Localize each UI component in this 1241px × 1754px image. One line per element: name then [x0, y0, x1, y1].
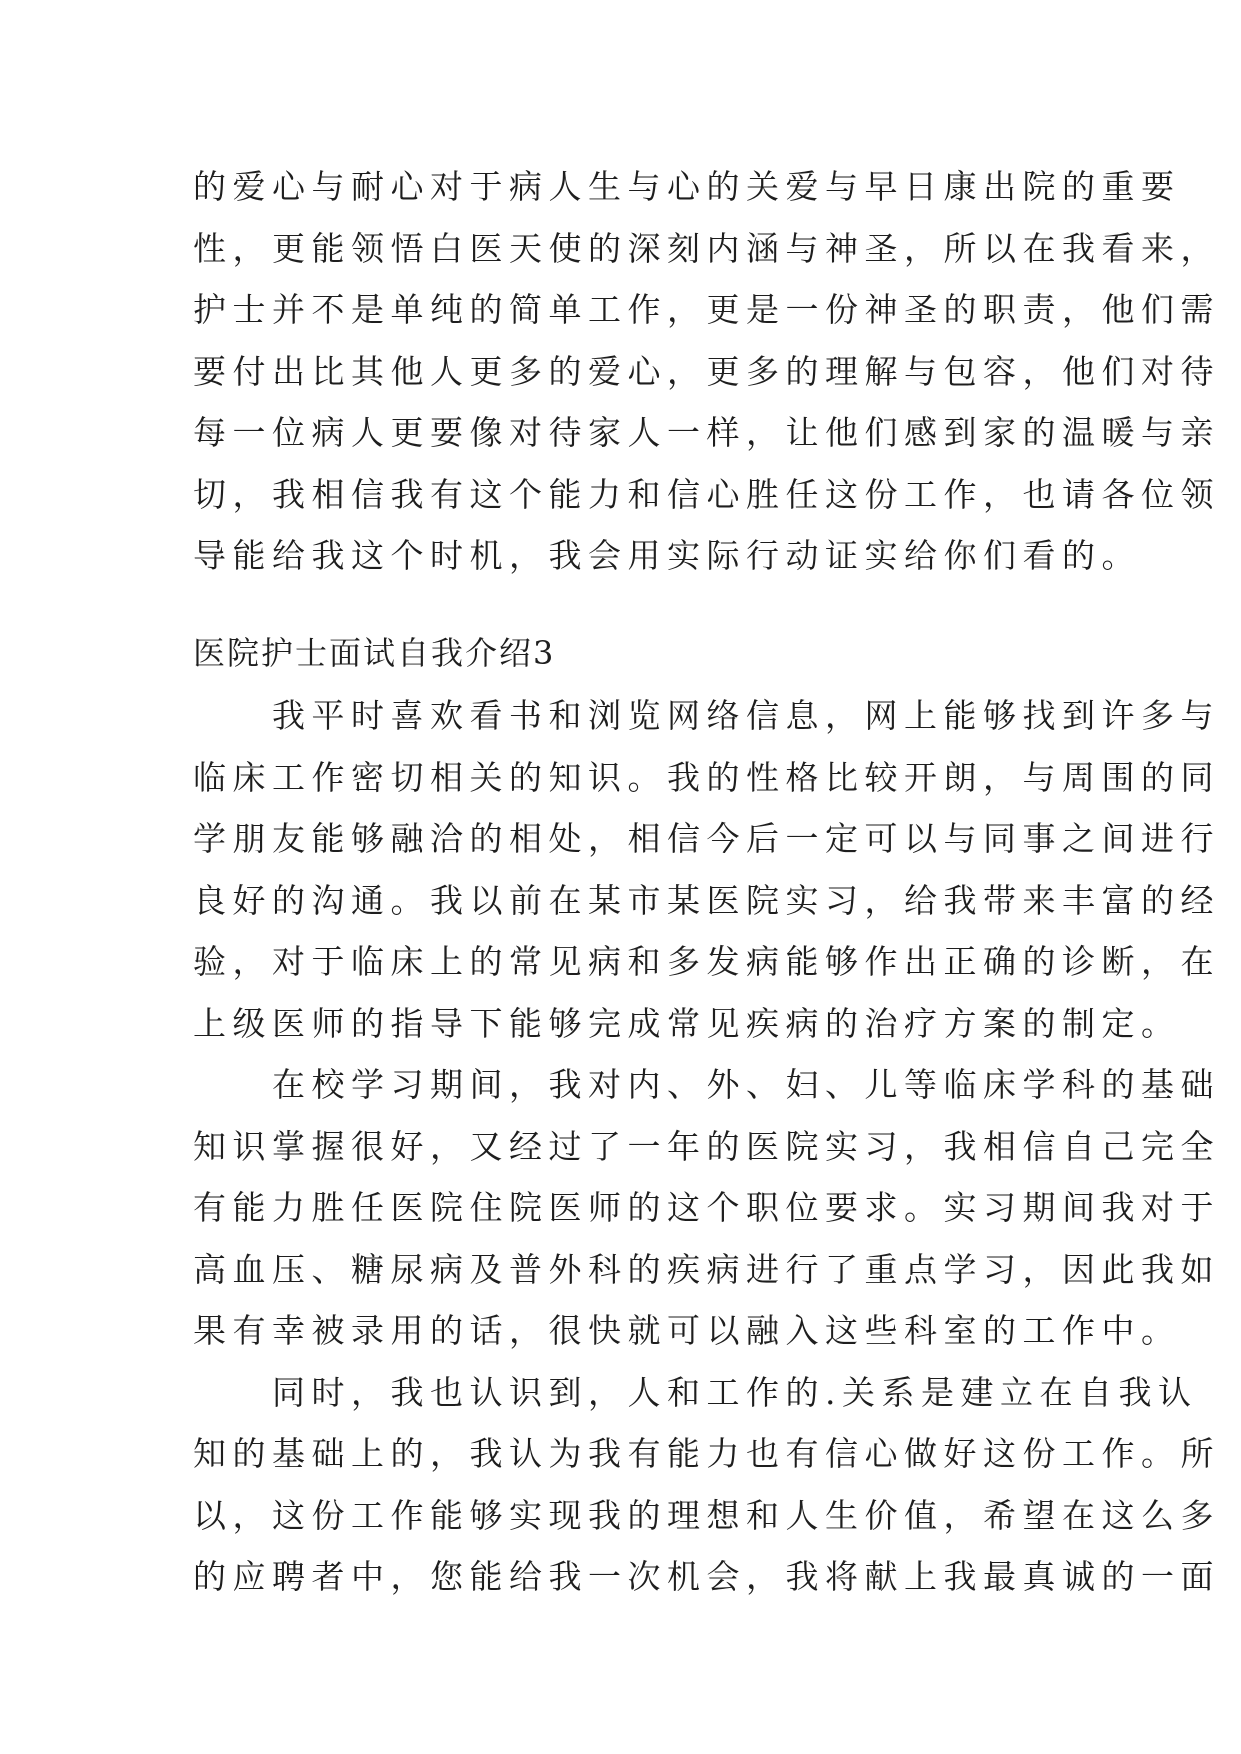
- paragraph-continuation: [193, 156, 1220, 587]
- text-line: 上级医师的指导下能够完成常见疾病的治疗方案的制定。: [193, 1003, 1181, 1043]
- text-line: 护士并不是单纯的简单工作，更是一份神圣的职责，他们需: [193, 290, 1220, 329]
- text-line: 验，对于临床上的常见病和多发病能够作出正确的诊断，在: [193, 942, 1220, 981]
- text-line: 高血压、糖尿病及普外科的疾病进行了重点学习，因此我如: [193, 1249, 1220, 1289]
- text-line: 我平时喜欢看书和浏览网络信息，网上能够找到许多与: [193, 696, 1220, 735]
- text-line: 以，这份工作能够实现我的理想和人生价值，希望在这么多: [193, 1495, 1220, 1535]
- text-line: 果有幸被录用的话，很快就可以融入这些科室的工作中。: [193, 1311, 1181, 1350]
- text-line: 切，我相信我有这个能力和信心胜任这份工作，也请各位领: [193, 474, 1220, 514]
- text-line: 导能给我这个时机，我会用实际行动证实给你们看的。: [193, 536, 1141, 575]
- text-line: 知的基础上的，我认为我有能力也有信心做好这份工作。所: [193, 1434, 1220, 1473]
- section-title: 医院护士面试自我介绍3: [193, 634, 556, 672]
- text-line: 每一位病人更要像对待家人一样，让他们感到家的温暖与亲: [193, 413, 1220, 452]
- text-line: 要付出比其他人更多的爱心，更多的理解与包容，他们对待: [193, 351, 1220, 391]
- text-line: 在校学习期间，我对内、外、妇、儿等临床学科的基础: [193, 1065, 1220, 1104]
- section-body: [193, 685, 1220, 1608]
- text-line: 知识掌握很好，又经过了一年的医院实习，我相信自己完全: [193, 1126, 1220, 1166]
- text-line: 临床工作密切相关的知识。我的性格比较开朗，与周围的同: [193, 757, 1220, 797]
- text-line: 性，更能领悟白医天使的深刻内涵与神圣，所以在我看来，: [193, 228, 1220, 268]
- text-line: 学朋友能够融洽的相处，相信今后一定可以与同事之间进行: [193, 819, 1220, 858]
- text-line: 有能力胜任医院住院医师的这个职位要求。实习期间我对于: [193, 1188, 1220, 1227]
- text-line: 的爱心与耐心对于病人生与心的关爱与早日康出院的重要: [193, 167, 1181, 206]
- text-line: 的应聘者中，您能给我一次机会，我将献上我最真诚的一面: [193, 1557, 1220, 1596]
- text-line: 良好的沟通。我以前在某市某医院实习，给我带来丰富的经: [193, 880, 1220, 920]
- text-line: 同时，我也认识到，人和工作的.关系是建立在自我认: [193, 1372, 1198, 1412]
